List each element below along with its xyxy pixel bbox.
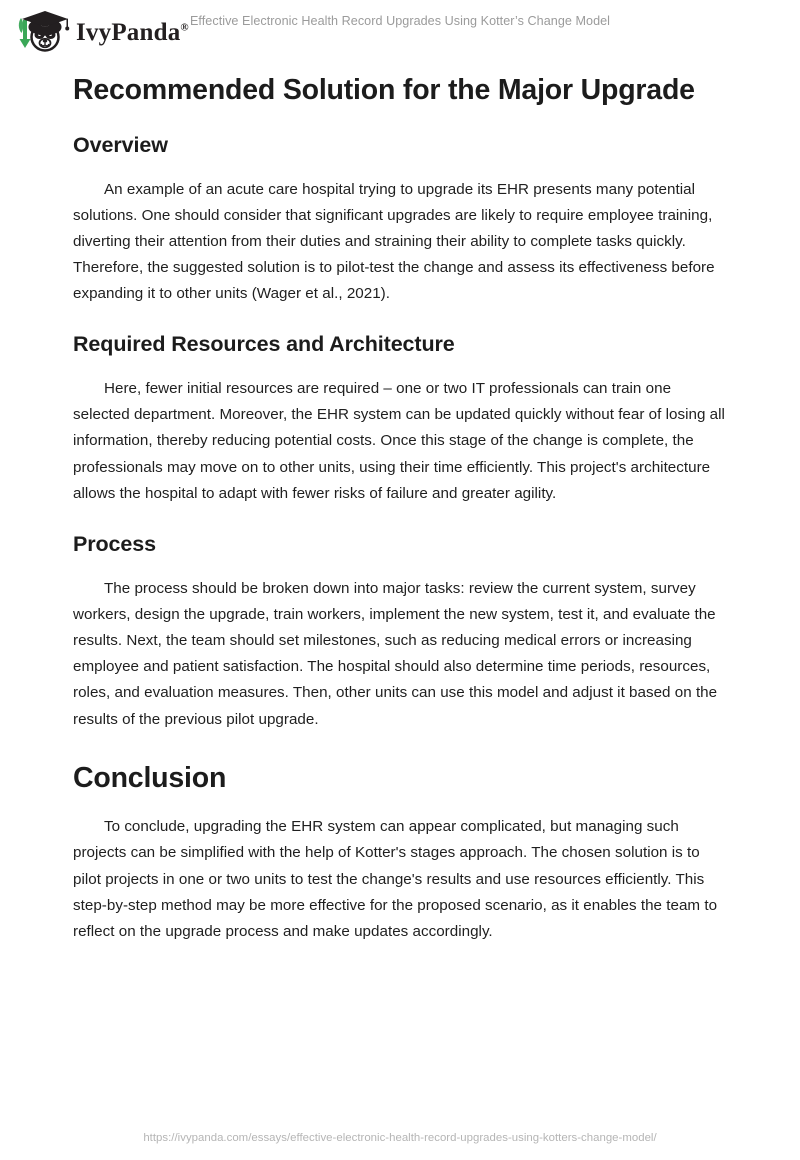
- section-paragraph-process: The process should be broken down into major tasks: review the current system, survey workers, design the upgrade, train workers, implement the new system, test it, and evaluate the results. Next, the team should set milestones, such as reducing medical errors or increasing employee and patient satisfaction. The hospital should also determine time periods, resources, roles, and evaluation measures. Then, other units can use this model and adjust it based on the results of the previous pilot upgrade.: [73, 579, 718, 728]
- spacer: [73, 797, 727, 814]
- spacer: [73, 160, 727, 177]
- source-url-link[interactable]: https://ivypanda.com/essays/effective-electronic-health-record-upgrades-using-kotters-change-model/: [143, 1132, 657, 1144]
- section-heading-conclusion: Conclusion: [73, 761, 227, 794]
- spacer: [73, 559, 727, 576]
- section-paragraph-overview: An example of an acute care hospital trying to upgrade its EHR presents many potential solutions. One should consider that significant upgrades are likely to require employee training, diverting their attention from their duties and straining their ability to complete tasks quickly. Therefore, the suggested solution is to pilot-test the change and assess its effectiveness before expanding it to other units (Wager et al., 2021).: [73, 180, 715, 303]
- spacer: [73, 110, 727, 132]
- section-heading-required-resources-and-architecture: Required Resources and Architecture: [73, 332, 455, 357]
- registered-trademark-symbol: ®: [180, 21, 189, 34]
- section-paragraph-conclusion: To conclude, upgrading the EHR system can appear complicated, but managing such projects can be simplified with the help of Kotter's stages approach. The chosen solution is to pilot projects in one or two units to test the change's results and use resources efficiently. This step-by-step method may be more effective for the proposed scenario, as it enables the team to reflect on the upgrade process and make updates accordingly.: [73, 818, 718, 940]
- page-title: Recommended Solution for the Major Upgrade: [73, 74, 695, 106]
- spacer: [73, 733, 727, 760]
- spacer: [73, 359, 727, 376]
- spacer: [73, 507, 727, 531]
- running-title: Effective Electronic Health Record Upgrades Using Kotter’s Change Model: [189, 14, 611, 28]
- spacer: [73, 307, 727, 331]
- page-footer: [0, 1128, 800, 1146]
- document-body: [73, 72, 727, 945]
- section-heading-overview: Overview: [73, 132, 168, 157]
- section-paragraph-required-resources-and-architecture: Here, fewer initial resources are required – one or two IT professionals can train one selected department. Moreover, the EHR system can be updated quickly without fear of losing all information, thereby reducing potential costs. Once this stage of the change is complete, the professionals may move on to other units, using their time efficiently. This project's architecture allows the hospital to adapt with fewer risks of failure and greater agility.: [73, 380, 725, 502]
- page-header: [0, 0, 800, 58]
- brand-name-text: IvyPanda: [76, 18, 181, 46]
- section-heading-process: Process: [73, 531, 156, 556]
